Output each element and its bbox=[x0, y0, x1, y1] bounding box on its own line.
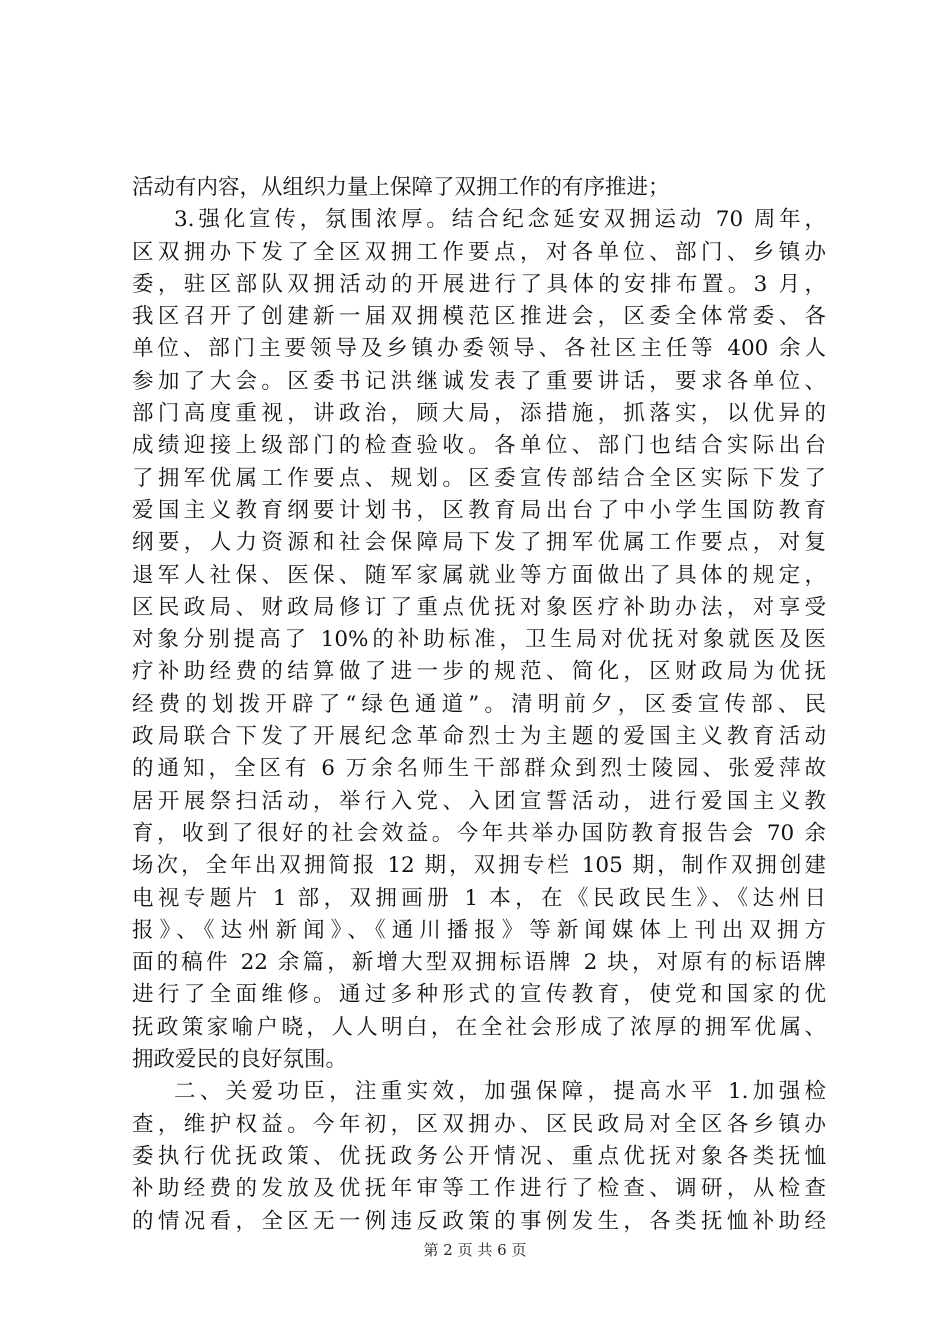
text-line: 的通知，全区有 6 万余名师生干部群众到烈士陵园、张爱萍故 bbox=[132, 756, 826, 782]
text-line: 单位、部门主要领导及乡镇办委领导、各社区主任等 400 余人 bbox=[132, 336, 826, 362]
text-line: 成绩迎接上级部门的检查验收。各单位、部门也结合实际出台 bbox=[132, 433, 826, 459]
text-line: 区民政局、财政局修订了重点优抚对象医疗补助办法，对享受 bbox=[132, 594, 826, 620]
text-line: 对象分别提高了 10%的补助标准，卫生局对优抚对象就医及医 bbox=[132, 627, 826, 653]
text-line: 进行了全面维修。通过多种形式的宣传教育，使党和国家的优 bbox=[132, 982, 826, 1008]
document-body bbox=[132, 172, 826, 1238]
text-line: 电视专题片 1 部，双拥画册 1 本，在《民政民生》、《达州日 bbox=[132, 885, 826, 911]
page-number-footer: 第 2 页 共 6 页 bbox=[423, 1241, 527, 1259]
text-line: 居开展祭扫活动，举行入党、入团宣誓活动，进行爱国主义教 bbox=[132, 788, 826, 814]
text-line: 委执行优抚政策、优抚政务公开情况、重点优抚对象各类抚恤 bbox=[132, 1143, 826, 1169]
text-line: 的情况看，全区无一例违反政策的事例发生，各类抚恤补助经 bbox=[132, 1208, 826, 1234]
text-line: 区双拥办下发了全区双拥工作要点，对各单位、部门、乡镇办 bbox=[132, 239, 826, 265]
text-line: 经费的划拨开辟了“绿色通道”。清明前夕，区委宣传部、民 bbox=[132, 691, 826, 717]
text-line: 查，维护权益。今年初，区双拥办、区民政局对全区各乡镇办 bbox=[132, 1111, 826, 1137]
text-line: 参加了大会。区委书记洪继诚发表了重要讲话，要求各单位、 bbox=[132, 368, 826, 394]
text-line: 了拥军优属工作要点、规划。区委宣传部结合全区实际下发了 bbox=[132, 465, 826, 491]
text-line: 报》、《达州新闻》、《通川播报》等新闻媒体上刊出双拥方 bbox=[132, 917, 826, 943]
text-line: 我区召开了创建新一届双拥模范区推进会，区委全体常委、各 bbox=[132, 304, 826, 330]
text-line: 部门高度重视，讲政治，顾大局，添措施，抓落实，以优异的 bbox=[132, 401, 826, 427]
text-line: 补助经费的发放及优抚年审等工作进行了检查、调研，从检查 bbox=[132, 1176, 826, 1202]
text-line: 抚政策家喻户晓，人人明白，在全社会形成了浓厚的拥军优属、 bbox=[132, 1014, 826, 1040]
text-line: 政局联合下发了开展纪念革命烈士为主题的爱国主义教育活动 bbox=[132, 724, 826, 750]
text-line: 面的稿件 22 余篇，新增大型双拥标语牌 2 块，对原有的标语牌 bbox=[132, 950, 826, 976]
text-line: 疗补助经费的结算做了进一步的规范、简化，区财政局为优抚 bbox=[132, 659, 826, 685]
text-line: 拥政爱民的良好氛围。 bbox=[132, 1047, 348, 1073]
text-line: 纲要，人力资源和社会保障局下发了拥军优属工作要点，对复 bbox=[132, 530, 826, 556]
text-line: 活动有内容，从组织力量上保障了双拥工作的有序推进； bbox=[132, 175, 670, 200]
text-line: 爱国主义教育纲要计划书，区教育局出台了中小学生国防教育 bbox=[132, 497, 826, 523]
text-line: 退军人社保、医保、随军家属就业等方面做出了具体的规定， bbox=[132, 562, 826, 588]
text-line: 委，驻区部队双拥活动的开展进行了具体的安排布置。3 月， bbox=[132, 271, 826, 297]
text-line: 二、关爱功臣，注重实效，加强保障，提高水平 1.加强检 bbox=[174, 1079, 826, 1105]
text-line: 育，收到了很好的社会效益。今年共举办国防教育报告会 70 余 bbox=[132, 820, 826, 846]
text-line: 场次，全年出双拥简报 12 期，双拥专栏 105 期，制作双拥创建 bbox=[132, 853, 826, 879]
text-line: 3.强化宣传，氛围浓厚。结合纪念延安双拥运动 70 周年， bbox=[174, 207, 826, 233]
